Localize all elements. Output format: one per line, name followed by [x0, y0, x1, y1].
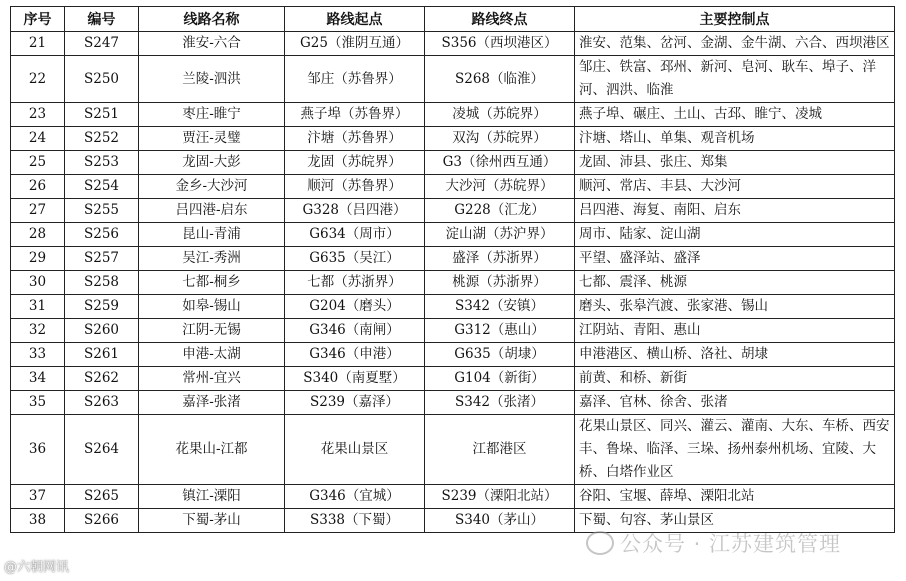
- watermark-left: @六朝网讯: [4, 560, 70, 575]
- cell-code: S251: [65, 103, 139, 127]
- table-row: [11, 415, 895, 485]
- cell-name: 贾汪-灵璧: [139, 127, 285, 151]
- table-row: [11, 127, 895, 151]
- table-row: [11, 32, 895, 56]
- table-row: [11, 175, 895, 199]
- cell-code: S262: [65, 367, 139, 391]
- cell-start: 顺河（苏鲁界）: [285, 175, 425, 199]
- cell-end: S342（张渚）: [425, 391, 575, 415]
- cell-start: 邹庄（苏鲁界）: [285, 56, 425, 103]
- cell-name: 龙固-大彭: [139, 151, 285, 175]
- cell-code: S260: [65, 319, 139, 343]
- watermark-right-text: 公众号 · 江苏建筑管理: [620, 532, 842, 556]
- cell-no: 21: [11, 32, 65, 56]
- cell-points: 邹庄、铁富、邳州、新河、皂河、耿车、埠子、洋河、泗洪、临淮: [575, 56, 895, 103]
- cell-end: G312（惠山）: [425, 319, 575, 343]
- cell-code: S255: [65, 199, 139, 223]
- cell-end: S268（临淮）: [425, 56, 575, 103]
- cell-name: 下蜀-茅山: [139, 509, 285, 533]
- cell-name: 淮安-六合: [139, 32, 285, 56]
- cell-no: 33: [11, 343, 65, 367]
- cell-points: 周市、陆家、淀山湖: [575, 223, 895, 247]
- cell-no: 31: [11, 295, 65, 319]
- table-row: [11, 103, 895, 127]
- cell-points: 淮安、范集、岔河、金湖、金牛湖、六合、西坝港区: [575, 32, 895, 56]
- cell-end: S356（西坝港区）: [425, 32, 575, 56]
- cell-code: S264: [65, 415, 139, 485]
- cell-start: 七都（苏浙界）: [285, 271, 425, 295]
- cell-code: S252: [65, 127, 139, 151]
- cell-name: 吕四港-启东: [139, 199, 285, 223]
- cell-start: G634（周市）: [285, 223, 425, 247]
- table-row: [11, 343, 895, 367]
- table-row: [11, 247, 895, 271]
- cell-name: 吴江-秀洲: [139, 247, 285, 271]
- cell-start: G346（南闸）: [285, 319, 425, 343]
- cell-end: 凌城（苏皖界）: [425, 103, 575, 127]
- header-name: 线路名称: [139, 7, 285, 32]
- table-row: [11, 295, 895, 319]
- cell-code: S263: [65, 391, 139, 415]
- cell-end: 桃源（苏浙界）: [425, 271, 575, 295]
- cell-end: S342（安镇）: [425, 295, 575, 319]
- header-code: 编号: [65, 7, 139, 32]
- cell-name: 申港-太湖: [139, 343, 285, 367]
- cell-name: 常州-宜兴: [139, 367, 285, 391]
- road-control-points-table: [10, 6, 895, 533]
- cell-end: G104（新街）: [425, 367, 575, 391]
- cell-no: 38: [11, 509, 65, 533]
- table-header: [11, 7, 895, 32]
- table-row: [11, 151, 895, 175]
- cell-no: 34: [11, 367, 65, 391]
- cell-points: 下蜀、句容、茅山景区: [575, 509, 895, 533]
- cell-no: 36: [11, 415, 65, 485]
- cell-name: 花果山-江都: [139, 415, 285, 485]
- cell-code: S250: [65, 56, 139, 103]
- cell-no: 22: [11, 56, 65, 103]
- cell-name: 枣庄-睢宁: [139, 103, 285, 127]
- header-start: 路线起点: [285, 7, 425, 32]
- cell-no: 26: [11, 175, 65, 199]
- table-row: [11, 199, 895, 223]
- cell-no: 29: [11, 247, 65, 271]
- cell-no: 27: [11, 199, 65, 223]
- cell-code: S257: [65, 247, 139, 271]
- table-row: [11, 271, 895, 295]
- cell-name: 金乡-大沙河: [139, 175, 285, 199]
- cell-end: G635（胡埭）: [425, 343, 575, 367]
- table-row: [11, 319, 895, 343]
- table-row: [11, 485, 895, 509]
- table-body: [11, 32, 895, 533]
- cell-points: 申港港区、横山桥、洛社、胡埭: [575, 343, 895, 367]
- cell-code: S258: [65, 271, 139, 295]
- cell-points: 谷阳、宝堰、薛埠、溧阳北站: [575, 485, 895, 509]
- cell-end: 淀山湖（苏沪界）: [425, 223, 575, 247]
- cell-no: 24: [11, 127, 65, 151]
- cell-code: S265: [65, 485, 139, 509]
- cell-name: 嘉泽-张渚: [139, 391, 285, 415]
- watermark-right: [586, 528, 841, 558]
- cell-start: G25（淮阴互通）: [285, 32, 425, 56]
- wechat-icon: [586, 531, 614, 555]
- cell-no: 25: [11, 151, 65, 175]
- cell-end: 江都港区: [425, 415, 575, 485]
- cell-start: S239（嘉泽）: [285, 391, 425, 415]
- cell-no: 37: [11, 485, 65, 509]
- header-row: [11, 7, 895, 32]
- cell-code: S253: [65, 151, 139, 175]
- table-row: [11, 391, 895, 415]
- cell-start: S338（下蜀）: [285, 509, 425, 533]
- table-row: [11, 367, 895, 391]
- cell-start: G346（宜城）: [285, 485, 425, 509]
- cell-points: 顺河、常店、丰县、大沙河: [575, 175, 895, 199]
- cell-points: 燕子埠、碾庄、土山、古邳、睢宁、凌城: [575, 103, 895, 127]
- header-no: 序号: [11, 7, 65, 32]
- cell-start: S340（南夏墅）: [285, 367, 425, 391]
- cell-no: 23: [11, 103, 65, 127]
- cell-points: 龙固、沛县、张庄、郑集: [575, 151, 895, 175]
- cell-name: 昆山-青浦: [139, 223, 285, 247]
- cell-no: 28: [11, 223, 65, 247]
- cell-start: G328（吕四港）: [285, 199, 425, 223]
- cell-points: 前黄、和桥、新街: [575, 367, 895, 391]
- cell-start: G204（磨头）: [285, 295, 425, 319]
- cell-no: 32: [11, 319, 65, 343]
- cell-end: G3（徐州西互通）: [425, 151, 575, 175]
- cell-name: 镇江-溧阳: [139, 485, 285, 509]
- cell-end: G228（汇龙）: [425, 199, 575, 223]
- cell-points: 吕四港、海复、南阳、启东: [575, 199, 895, 223]
- header-end: 路线终点: [425, 7, 575, 32]
- cell-name: 兰陵-泗洪: [139, 56, 285, 103]
- cell-end: S340（茅山）: [425, 509, 575, 533]
- cell-start: 燕子埠（苏鲁界）: [285, 103, 425, 127]
- cell-no: 30: [11, 271, 65, 295]
- cell-name: 如皋-锡山: [139, 295, 285, 319]
- cell-end: 盛泽（苏浙界）: [425, 247, 575, 271]
- cell-no: 35: [11, 391, 65, 415]
- cell-start: G346（申港）: [285, 343, 425, 367]
- cell-code: S261: [65, 343, 139, 367]
- cell-points: 花果山景区、同兴、灌云、灌南、大东、车桥、西安丰、鲁垛、临泽、三垛、扬州泰州机场、宜陵、大桥、白塔作业区: [575, 415, 895, 485]
- table-row: [11, 56, 895, 103]
- cell-code: S266: [65, 509, 139, 533]
- cell-code: S259: [65, 295, 139, 319]
- cell-start: 花果山景区: [285, 415, 425, 485]
- cell-start: G635（吴江）: [285, 247, 425, 271]
- cell-code: S254: [65, 175, 139, 199]
- cell-name: 七都-桐乡: [139, 271, 285, 295]
- cell-code: S247: [65, 32, 139, 56]
- header-points: 主要控制点: [575, 7, 895, 32]
- cell-points: 磨头、张皋汽渡、张家港、锡山: [575, 295, 895, 319]
- cell-points: 七都、震泽、桃源: [575, 271, 895, 295]
- cell-points: 汴塘、塔山、单集、观音机场: [575, 127, 895, 151]
- cell-end: 大沙河（苏皖界）: [425, 175, 575, 199]
- cell-points: 江阴站、青阳、惠山: [575, 319, 895, 343]
- cell-end: S239（溧阳北站）: [425, 485, 575, 509]
- cell-code: S256: [65, 223, 139, 247]
- cell-start: 龙固（苏皖界）: [285, 151, 425, 175]
- cell-start: 汴塘（苏鲁界）: [285, 127, 425, 151]
- table-row: [11, 223, 895, 247]
- cell-end: 双沟（苏皖界）: [425, 127, 575, 151]
- cell-points: 嘉泽、官林、徐舍、张渚: [575, 391, 895, 415]
- cell-points: 平望、盛泽站、盛泽: [575, 247, 895, 271]
- cell-name: 江阴-无锡: [139, 319, 285, 343]
